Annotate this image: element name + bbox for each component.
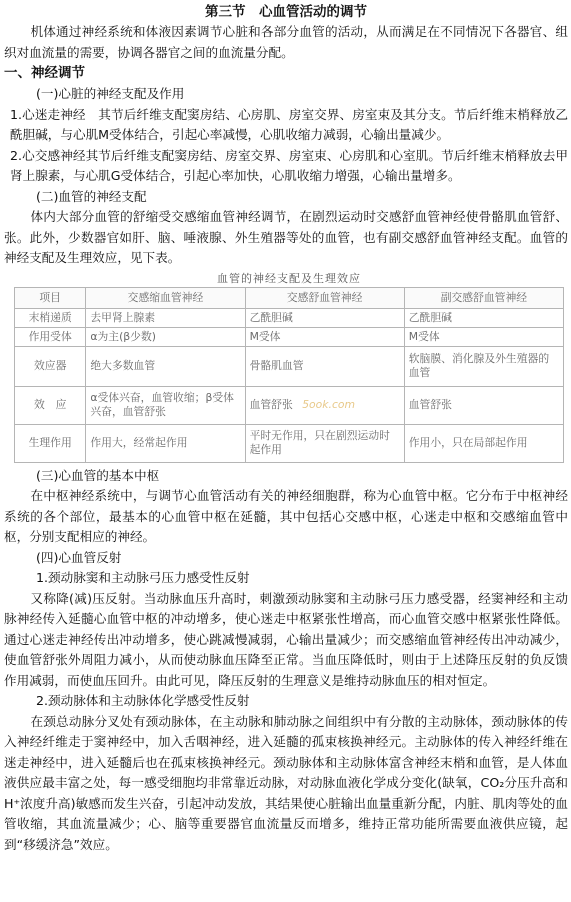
table-cell: 血管舒张 [404,386,563,424]
table-header-row [15,287,564,308]
table-cell: 绝大多数血管 [86,346,245,386]
table-row [15,346,564,386]
sympathetic-nerve-paragraph: 2.心交感神经其节后纤维支配窦房结、房室交界、房室束、心房肌和心室肌。节后纤维末梢释放去甲肾上腺素，与心肌G受体结合，引起心率加快，心肌收缩力增强，心输出量增多。 [10,147,568,183]
table-cell: 乙酰胆碱 [245,308,404,327]
table-cell: M受体 [404,327,563,346]
subsection-heading-vessel: (二)血管的神经支配 [36,188,147,204]
table-row [15,424,564,462]
table-cell [245,386,404,424]
table-cell: 乙酰胆碱 [404,308,563,327]
watermark-logo: 5ook.com [302,398,356,411]
table-cell: 骨骼肌血管 [245,346,404,386]
table-row [15,308,564,327]
table-cell: α受体兴奋，血管收缩；β受体兴奋，血管舒张 [86,386,245,424]
table-title: 血管的神经支配及生理效应 [217,271,361,285]
vessel-innervation-table [14,287,564,463]
table-cell: α为主(β少数) [86,327,245,346]
table-cell: 软脑膜、消化腺及外生殖器的血管 [404,346,563,386]
subsection-heading-reflex: (四)心血管反射 [36,549,122,565]
chemoreceptor-reflex-heading: 2.颈动脉体和主动脉体化学感受性反射 [36,693,250,708]
table-cell: M受体 [245,327,404,346]
vagus-nerve-paragraph: 1.心迷走神经 其节后纤维支配窦房结、心房肌、房室交界、房室束及其分支。节后纤维末梢释放乙酰胆碱，与心肌M受体结合，引起心率减慢，心肌收缩力减弱，心输出量减少。 [10,106,568,142]
table-cell: 去甲肾上腺素 [86,308,245,327]
table-header-cell: 交感舒血管神经 [245,287,404,308]
table-cell: 平时无作用，只在剧烈运动时起作用 [245,424,404,462]
table-row [15,386,564,424]
table-cell: 效 应 [15,386,86,424]
baroreceptor-reflex-heading: 1.颈动脉窦和主动脉弓压力感受性反射 [36,570,250,585]
table-header-cell: 副交感舒血管神经 [404,287,563,308]
table-cell-text: 血管舒张 [249,398,293,411]
baroreceptor-reflex-paragraph: 又称降(减)压反射。当动脉血压升高时，刺激颈动脉窦和主动脉弓压力感受器，经窦神经和主动脉神经传入延髓心血管中枢的冲动增多，使心迷走中枢紧张性增高，而心血管交感中枢紧张性降低。通过心迷走神经传出冲动增多，使心跳减慢减弱，心输出量减少；而交感缩血管神经传出冲动减少，使血管舒张外周阻力减小，从而使动脉血压降至正常。当血压降低时，则由于上述降压反射的负反馈作用减弱，而使血压回升。由此可见，降压反射的生理意义是维持动脉血压的相对恒定。 [4,590,568,688]
table-cell: 作用受体 [15,327,86,346]
subsection-heading-center: (三)心血管的基本中枢 [36,467,160,483]
table-header-cell: 项目 [15,287,86,308]
center-paragraph: 在中枢神经系统中，与调节心血管活动有关的神经细胞群，称为心血管中枢。它分布于中枢神经系统的各个部位，最基本的心血管中枢在延髓，其中包括心交感中枢，心迷走中枢和交感缩血管中枢，分别支配相应的神经。 [4,488,568,544]
table-cell: 生理作用 [15,424,86,462]
section-heading-neural: 一、神经调节 [4,65,85,81]
vessel-innervation-table-block [14,271,564,463]
table-header-cell: 交感缩血管神经 [86,287,245,308]
intro-paragraph: 机体通过神经系统和体液因素调节心脏和各部分血管的活动，从而满足在不同情况下各器官、组织对血流量的需要，协调各器官之间的血流量分配。 [4,24,568,60]
table-cell: 末梢递质 [15,308,86,327]
table-cell: 作用小，只在局部起作用 [404,424,563,462]
vessel-paragraph: 体内大部分血管的舒缩受交感缩血管神经调节，在剧烈运动时交感舒血管神经使骨骼肌血管舒、张。此外，少数器官如肝、脑、唾液腺、外生殖器等处的血管，也有副交感舒血管神经支配。血管的神经支配及生理效应，见下表。 [4,209,568,265]
table-cell: 效应器 [15,346,86,386]
page-title: 第三节 心血管活动的调节 [205,4,367,20]
chemoreceptor-reflex-paragraph: 在颈总动脉分叉处有颈动脉体，在主动脉和肺动脉之间组织中有分散的主动脉体，颈动脉体的传入神经纤维走于窦神经中，加入舌咽神经，进入延髓的孤束核换神经元。主动脉体的传入神经纤维在迷走神经中，进入延髓后也在孤束核换神经元。颈动脉体和主动脉体富含神经末梢和血管，是人体血液供应最丰富之处，每一感受细胞均非常靠近动脉，对动脉血液化学成分变化(缺氧，CO₂分压升高和H⁺浓度升高)敏感而发生兴奋，引起冲动发放，其结果使心脏输出血量重新分配，内脏、肌肉等处的血管收缩，其血流量减少；心、脑等重要器官血流量反而增多，维持正常功能所需要血液供应镜，起到“移缓济急”效应。 [4,713,568,852]
table-row [15,327,564,346]
table-cell: 作用大，经常起作用 [86,424,245,462]
subsection-heading-heart: (一)心脏的神经支配及作用 [36,86,185,101]
